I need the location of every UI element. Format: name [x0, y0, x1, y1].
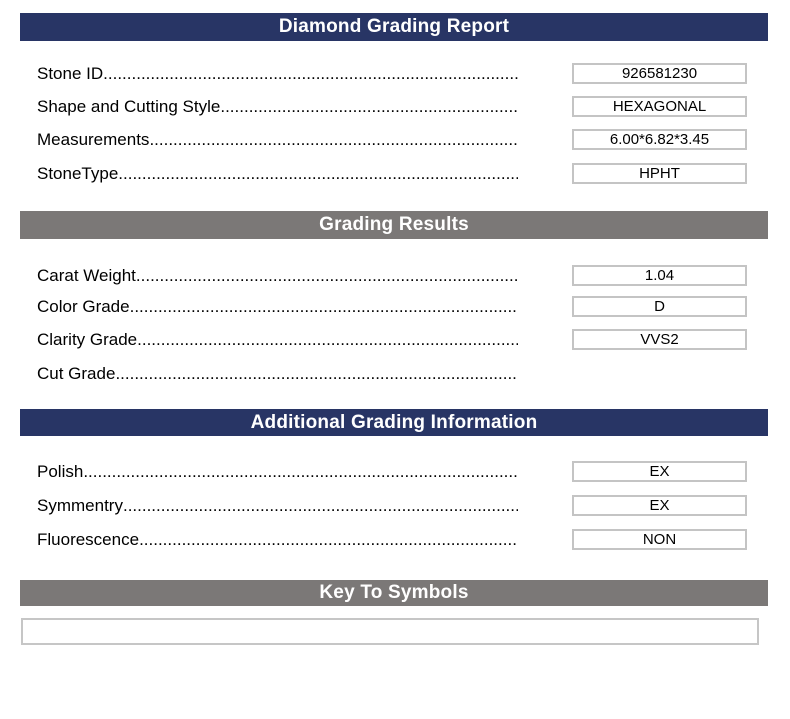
- color-grade-field[interactable]: D: [572, 296, 747, 317]
- shape-cutting-style-field[interactable]: HEXAGONAL: [572, 96, 747, 117]
- stone-type-label: StoneType .....: [37, 163, 518, 184]
- dot-leader: [118, 163, 518, 184]
- stone-id-label: Stone ID .....: [37, 63, 518, 84]
- dot-leader: [103, 63, 518, 84]
- section-title: Diamond Grading Report: [278, 16, 510, 37]
- fluorescence-field[interactable]: NON: [572, 529, 747, 550]
- cut-grade-label: Cut Grade .....: [37, 363, 518, 384]
- dot-leader: [83, 461, 518, 482]
- clarity-grade-label: Clarity Grade .....: [37, 329, 518, 350]
- carat-weight-label: Carat Weight .....: [37, 265, 518, 286]
- section-header-grading-results: [20, 211, 768, 239]
- clarity-grade-field[interactable]: VVS2: [572, 329, 747, 350]
- dot-leader: [136, 265, 518, 286]
- symmetry-field[interactable]: EX: [572, 495, 747, 516]
- section-title: Key To Symbols: [319, 582, 469, 603]
- key-to-symbols-field[interactable]: [21, 618, 759, 645]
- shape-cutting-style-label: Shape and Cutting Style .....: [37, 96, 518, 117]
- section-header-diamond-grading-report: [20, 13, 768, 41]
- dot-leader: [130, 296, 518, 317]
- stone-id-field[interactable]: 926581230: [572, 63, 747, 84]
- measurements-label: Measurements .....: [37, 129, 518, 150]
- polish-field[interactable]: EX: [572, 461, 747, 482]
- measurements-field[interactable]: 6.00*6.82*3.45: [572, 129, 747, 150]
- dot-leader: [115, 363, 518, 384]
- section-header-key-to-symbols: [20, 580, 768, 606]
- stone-type-field[interactable]: HPHT: [572, 163, 747, 184]
- section-header-additional-grading-information: [20, 409, 768, 436]
- fluorescence-label: Fluorescence .....: [37, 529, 518, 550]
- dot-leader: [139, 529, 518, 550]
- polish-label: Polish .....: [37, 461, 518, 482]
- dot-leader: [220, 96, 518, 117]
- dot-leader: [137, 329, 518, 350]
- symmetry-label: Symmentry .....: [37, 495, 518, 516]
- dot-leader: [149, 129, 518, 150]
- carat-weight-field[interactable]: 1.04: [572, 265, 747, 286]
- section-title: Additional Grading Information: [250, 412, 538, 433]
- section-title: Grading Results: [319, 214, 469, 235]
- dot-leader: [123, 495, 518, 516]
- color-grade-label: Color Grade .....: [37, 296, 518, 317]
